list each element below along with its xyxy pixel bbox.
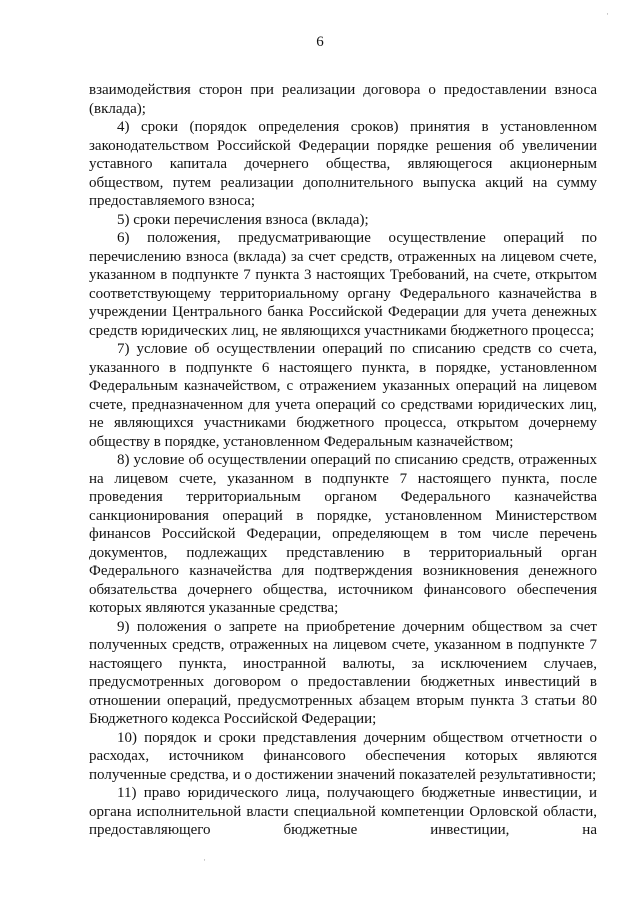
paragraph-item-5: 5) сроки перечисления взноса (вклада); <box>117 211 369 228</box>
paragraph-continuation: взаимодействия сторон при реализации договора о предоставлении взноса (вклада); <box>89 82 597 117</box>
paragraph-item-9: 9) положения о запрете на приобретение дочерним обществом за счет полученных средств, отраженных на лицевом счете, указанном в подпункте 7 настоящего пункта, иностранной валюты, за исключением случаев, предусмотренных договором о предоставлении бюджетных инвестиций в отношении операций, предусмотренных абзацем вторым пункта 3 статьи 80 Бюджетного кодекса Российской Федерации; <box>89 618 597 727</box>
page-number: 6 <box>316 34 324 50</box>
paragraph-item-11: 11) право юридического лица, получающего бюджетные инвестиции, и органа исполнительной власти специальной компетенции Орловской области, предоставляющего бюджетные инвестиции, на <box>89 785 597 838</box>
paragraph-item-4: 4) сроки (порядок определения сроков) принятия в установленном законодательством Российской Федерации порядке решения об увеличении уставного капитала дочернего общества, являющегося акционерным обществом, путем реализации дополнительного выпуска акций на сумму предоставляемого взноса; <box>89 119 597 209</box>
paragraph-item-7: 7) условие об осуществлении операций по списанию средств со счета, указанного в подпункте 6 настоящего пункта, в порядке, установленном Федеральным казначейством, с отражением указанных операций на лицевом счете, предназначенном для учета операций со средствами юридических лиц, не являющихся участниками бюджетного процесса, открытом дочернему обществу в порядке, установленном Федеральным казначейством; <box>89 341 597 450</box>
paragraph-item-6: 6) положения, предусматривающие осуществление операций по перечислению взноса (вклада) за счет средств, отраженных на лицевом счете, указанном в подпункте 7 пункта 3 настоящих Требований, на счете, открытом соответствующему территориальному органу Федерального казначейства в учреждении Центрального банка Российской Федерации для учета денежных средств юридических лиц, не являющихся участниками бюджетного процесса; <box>89 230 597 339</box>
paragraph-item-10: 10) порядок и сроки представления дочерним обществом отчетности о расходах, источником финансового обеспечения которых являются полученные средства, и о достижении значений показателей результативности; <box>89 729 597 783</box>
scan-speck: · <box>606 9 609 19</box>
paragraph-item-8: 8) условие об осуществлении операций по списанию средств, отраженных на лицевом счете, указанном в подпункте 7 настоящего пункта, после проведения территориальным органом Федерального казначейства санкционирования операций в порядке, установленном Министерством финансов Российской Федерации, определяющем в том числе перечень документов, подлежащих представлению в территориальный орган Федерального казначейства для подтверждения возникновения денежного обязательства дочернего общества, источником финансового обеспечения которых являются указанные средства; <box>89 452 597 616</box>
scan-speck: · <box>203 855 206 865</box>
document-body <box>89 81 597 840</box>
